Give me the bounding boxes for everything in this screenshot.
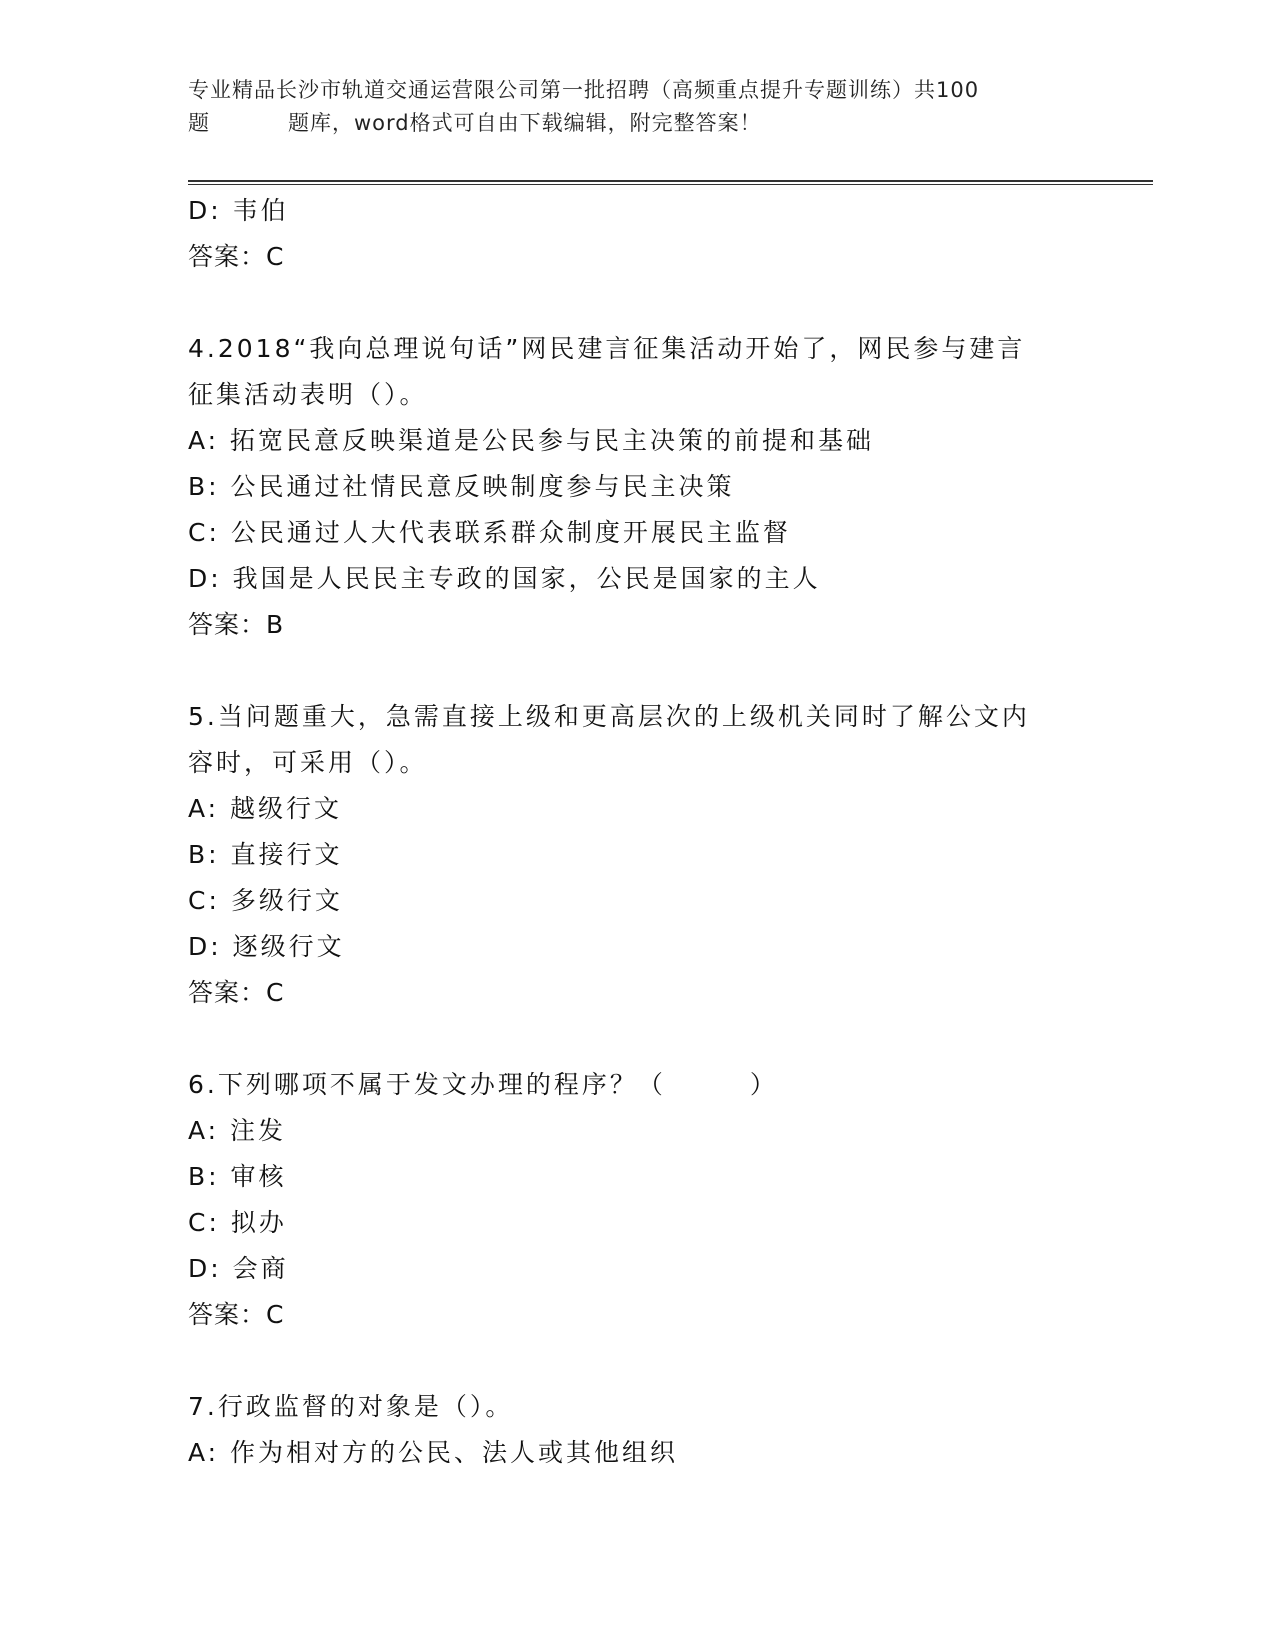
q5-option-b: B: 直接行文 (188, 840, 343, 869)
q5-stem-line-1: 5.当问题重大，急需直接上级和更高层次的上级机关同时了解公文内 (188, 702, 1030, 731)
q6-option-d: D: 会商 (188, 1254, 289, 1283)
header-line-1: 专业精品长沙市轨道交通运营限公司第一批招聘（高频重点提升专题训练）共100 (188, 78, 980, 102)
q6-option-c: C: 拟办 (188, 1208, 287, 1237)
q4-option-a: A: 拓宽民意反映渠道是公民参与民主决策的前提和基础 (188, 426, 875, 455)
q4-option-c: C: 公民通过人大代表联系群众制度开展民主监督 (188, 518, 791, 547)
q5-stem-line-2: 容时，可采用（）。 (188, 748, 428, 777)
q7-stem-line-1: 7.行政监督的对象是（）。 (188, 1392, 514, 1421)
q5-option-a: A: 越级行文 (188, 794, 343, 823)
q5-answer: 答案：C (188, 978, 285, 1007)
q6-option-b: B: 审核 (188, 1162, 287, 1191)
q6-answer: 答案：C (188, 1300, 285, 1329)
q5-option-d: D: 逐级行文 (188, 932, 345, 961)
q3-answer: 答案：C (188, 242, 285, 271)
spacer (188, 1016, 1088, 1062)
q4-stem-line-2: 征集活动表明（）。 (188, 380, 428, 409)
header-line-2 (188, 107, 1088, 140)
spacer (188, 280, 1088, 326)
q3-option-d: D: 韦伯 (188, 196, 289, 225)
spacer (188, 1338, 1088, 1384)
document-header (188, 74, 1088, 140)
q4-option-d: D: 我国是人民民主专政的国家，公民是国家的主人 (188, 564, 821, 593)
question-list (188, 188, 1088, 1476)
header-line-2-start: 题 (188, 111, 210, 135)
q7-option-a: A: 作为相对方的公民、法人或其他组织 (188, 1438, 679, 1467)
header-divider-thick (188, 180, 1153, 182)
header-line-2-text: 题库，word格式可自由下载编辑，附完整答案！ (288, 111, 762, 135)
spacer (188, 648, 1088, 694)
q4-option-b: B: 公民通过社情民意反映制度参与民主决策 (188, 472, 735, 501)
q4-answer: 答案：B (188, 610, 285, 639)
q6-option-a: A: 注发 (188, 1116, 287, 1145)
header-divider-thin (188, 184, 1153, 185)
q5-option-c: C: 多级行文 (188, 886, 343, 915)
q6-stem-line-1: 6.下列哪项不属于发文办理的程序？（ ） (188, 1070, 778, 1099)
q4-stem-line-1: 4.2018“我向总理说句话”网民建言征集活动开始了，网民参与建言 (188, 334, 1026, 363)
